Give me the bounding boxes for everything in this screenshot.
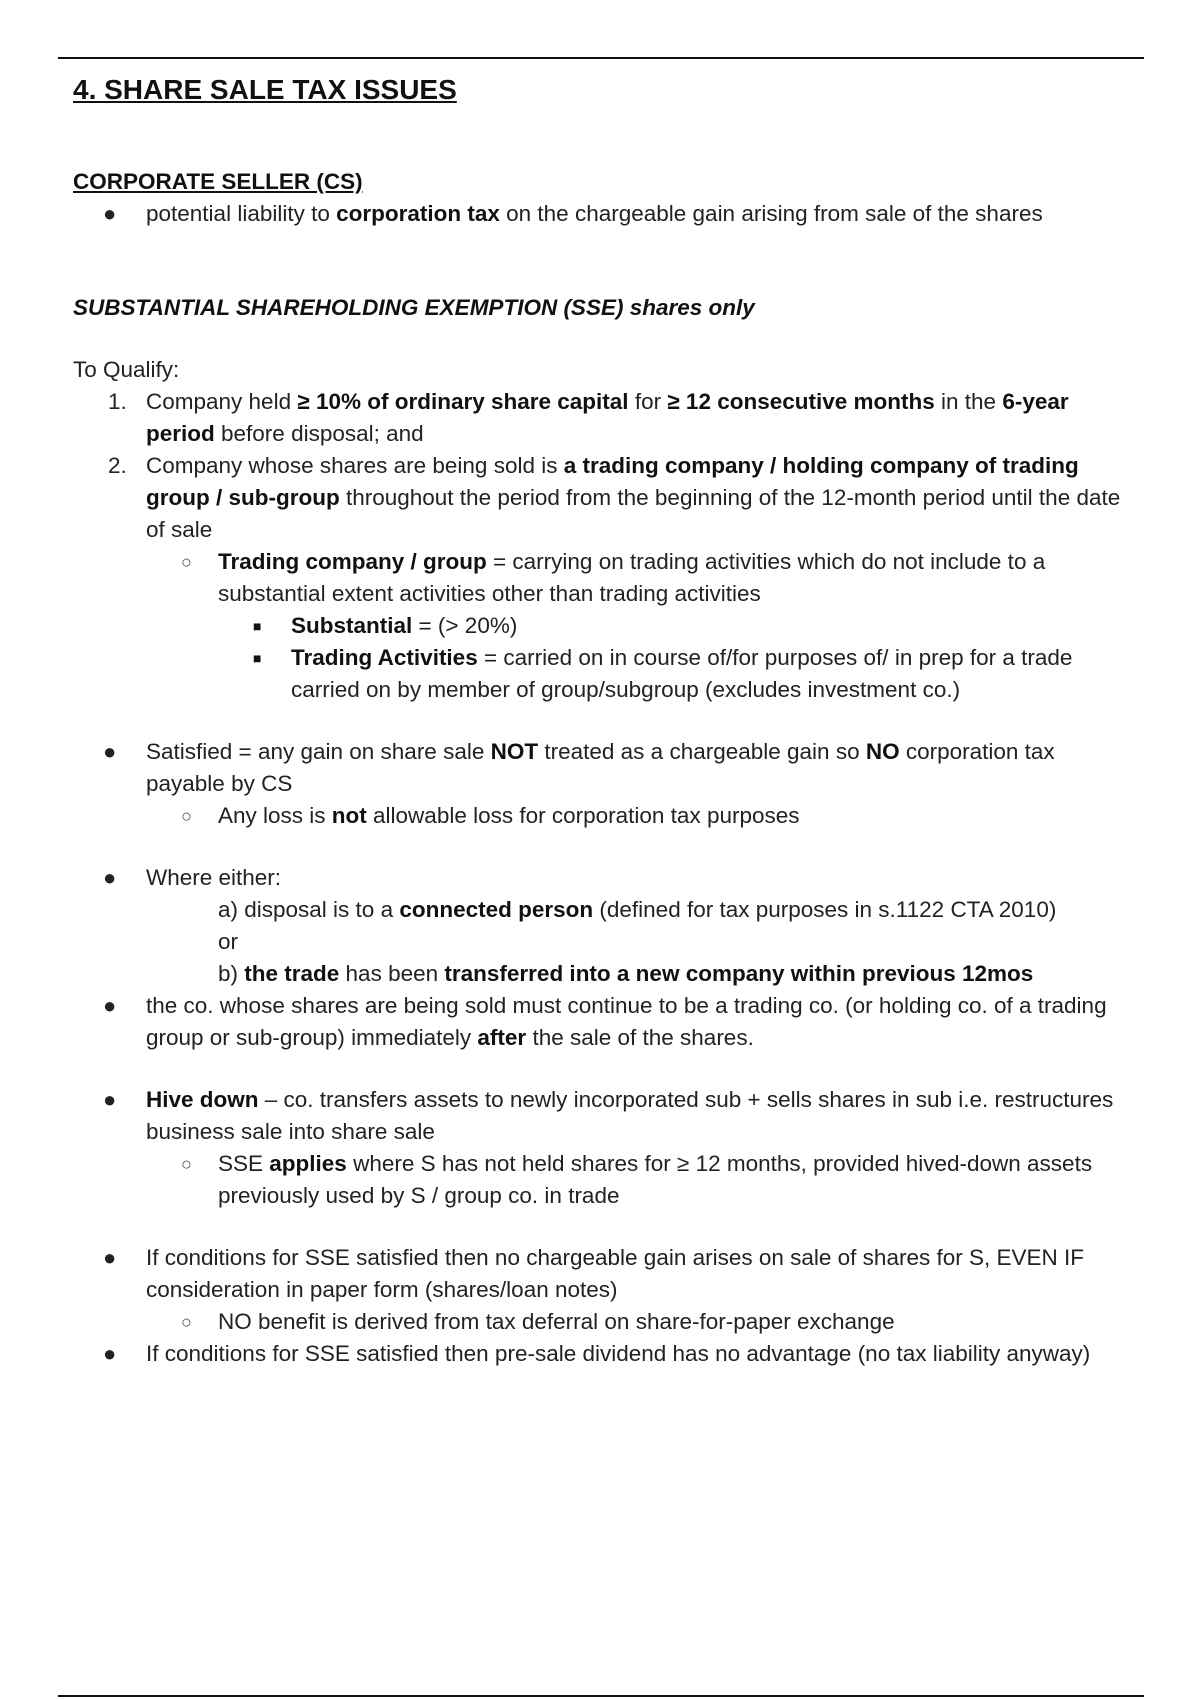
list-item: ● If conditions for SSE satisfied then pre-sale dividend has no advantage (no tax liability anyway): [73, 1338, 1133, 1370]
bullet-icon: ●: [103, 739, 117, 764]
to-qualify-label: To Qualify:: [73, 357, 180, 382]
list-item: ■ Trading Activities = carried on in course of/for purposes of/ in prep for a trade carried on by member of group/subgroup (excludes investment co.): [73, 642, 1133, 706]
bullet-icon: ●: [103, 201, 117, 226]
list-item: or: [218, 929, 239, 954]
circle-bullet-icon: ○: [181, 806, 192, 826]
list-item: ○ Any loss is not allowable loss for corporation tax purposes: [73, 800, 1133, 832]
corporate-seller-heading: CORPORATE SELLER (CS): [73, 169, 363, 194]
bullet-icon: ●: [103, 993, 117, 1018]
bottom-rule: [58, 1695, 1144, 1697]
bullet-icon: ●: [103, 1087, 117, 1112]
list-item: ○ SSE applies where S has not held shares for ≥ 12 months, provided hived-down assets previously used by S / group co. in trade: [73, 1148, 1133, 1212]
bullet-icon: ●: [103, 865, 117, 890]
list-item: a) disposal is to a connected person (defined for tax purposes in s.1122 CTA 2010): [218, 897, 1057, 922]
square-bullet-icon: ■: [253, 618, 262, 634]
document-page: [73, 72, 1133, 1370]
list-item: ● Where either:: [73, 862, 1133, 894]
list-item: ○ NO benefit is derived from tax deferral on share-for-paper exchange: [73, 1306, 1133, 1338]
circle-bullet-icon: ○: [181, 1154, 192, 1174]
list-item: 1. Company held ≥ 10% of ordinary share capital for ≥ 12 consecutive months in the 6-year period before disposal; and: [108, 389, 1069, 446]
sse-list: [73, 736, 1133, 1370]
list-item: ● If conditions for SSE satisfied then no chargeable gain arises on sale of shares for S, EVEN IF consideration in paper form (shares/loan notes): [73, 1242, 1133, 1306]
qualify-list: [73, 386, 1133, 706]
square-bullet-icon: ■: [253, 650, 262, 666]
list-item: ■ Substantial = (> 20%): [73, 610, 1133, 642]
list-item: ● Satisfied = any gain on share sale NOT treated as a chargeable gain so NO corporation tax payable by CS: [73, 736, 1133, 800]
corporate-seller-list: [73, 198, 1133, 230]
top-rule: [58, 57, 1144, 59]
list-item: b) the trade has been transferred into a new company within previous 12mos: [218, 961, 1034, 986]
list-item: ● the co. whose shares are being sold must continue to be a trading co. (or holding co. of a trading group or sub-group) immediately after the sale of the shares.: [73, 990, 1133, 1054]
list-item: ○ Trading company / group = carrying on trading activities which do not include to a substantial extent activities other than trading activities: [73, 546, 1133, 610]
list-item: 2. Company whose shares are being sold is a trading company / holding company of trading group / sub-group throughout the period from the beginning of the 12-month period until the date of sale: [108, 453, 1121, 542]
bullet-icon: ●: [103, 1245, 117, 1270]
page-title: 4. SHARE SALE TAX ISSUES: [73, 74, 457, 105]
circle-bullet-icon: ○: [181, 1312, 192, 1332]
list-item: ● potential liability to corporation tax on the chargeable gain arising from sale of the shares: [73, 198, 1133, 230]
list-item: ● Hive down – co. transfers assets to newly incorporated sub + sells shares in sub i.e. restructures business sale into share sale: [73, 1084, 1133, 1148]
sse-heading: SUBSTANTIAL SHAREHOLDING EXEMPTION (SSE) shares only: [73, 295, 755, 320]
bullet-icon: ●: [103, 1341, 117, 1366]
circle-bullet-icon: ○: [181, 552, 192, 572]
